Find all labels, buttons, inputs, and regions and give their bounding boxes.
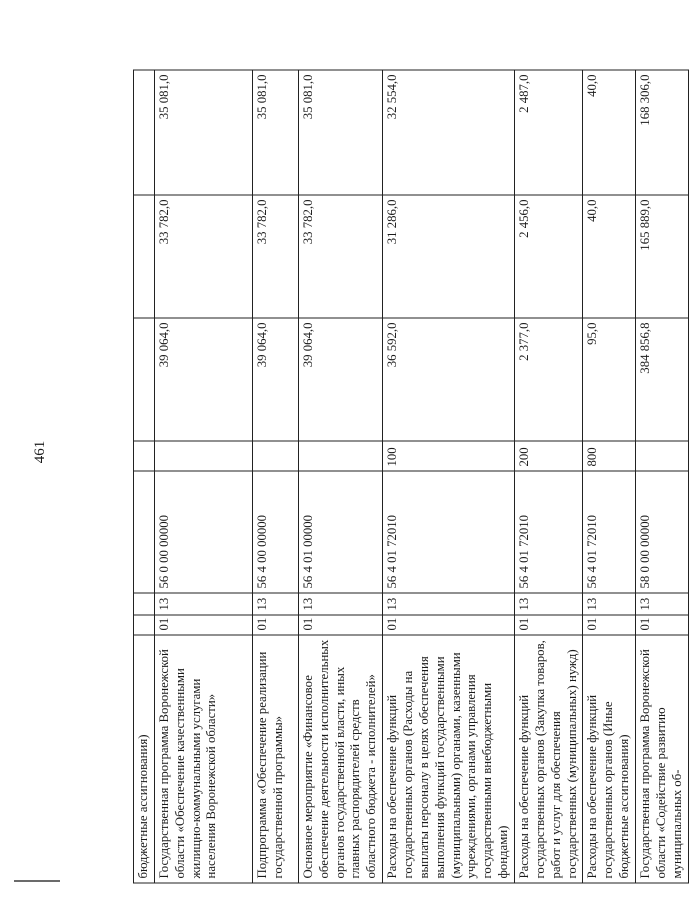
cell-sum-1: 2 377,0 [515,318,583,441]
cell-sum-1 [134,318,155,441]
cell-sum-3: 35 081,0 [298,70,382,195]
cell-sum-1: 36 592,0 [383,318,515,441]
cell-sum-1: 39 064,0 [252,318,298,441]
cell-gp [134,615,155,635]
cell-gp: 01 [252,615,298,635]
cell-vr [154,441,252,471]
cell-rz: 13 [383,593,515,615]
cell-sum-1: 384 856,8 [636,318,689,441]
table-row [636,70,689,883]
cell-gp: 01 [515,615,583,635]
table-row [298,70,382,883]
cell-gp: 01 [298,615,382,635]
page-number: 461 [32,440,48,464]
table-row [154,70,252,883]
budget-table [133,70,689,884]
budget-table-body [134,70,689,883]
cell-name: Расходы на обеспечение функций государственных органов (Расходы на выплаты персоналу в целях обеспечения выполнения функций государственными (муниципальными) органами, казенными учреждениями, органами управления государственными внебюджетными фондами) [383,635,515,883]
cell-rz: 13 [636,593,689,615]
cell-sum-3: 168 306,0 [636,70,689,195]
cell-sum-3: 35 081,0 [252,70,298,195]
cell-vr [298,441,382,471]
cell-name: Основное мероприятие «Финансовое обеспечение деятельности исполнительных органов государственной власти, иных главных распорядителей средств областного бюджета - исполнителей» [298,635,382,883]
cell-sum-2: 40,0 [583,195,636,318]
cell-vr: 100 [383,441,515,471]
cell-rz: 13 [154,593,252,615]
cell-csr [134,471,155,593]
cell-sum-2: 33 782,0 [154,195,252,318]
cell-vr [134,441,155,471]
cell-sum-3: 32 554,0 [383,70,515,195]
cell-csr: 56 0 00 00000 [154,471,252,593]
table-row [252,70,298,883]
cell-sum-1: 39 064,0 [154,318,252,441]
cell-sum-2: 31 286,0 [383,195,515,318]
cell-csr: 56 4 01 00000 [298,471,382,593]
cell-sum-2: 165 889,0 [636,195,689,318]
cell-gp: 01 [383,615,515,635]
cell-csr: 56 4 01 72010 [383,471,515,593]
cell-gp: 01 [583,615,636,635]
cell-csr: 56 4 01 72010 [583,471,636,593]
table-row [515,70,583,883]
cell-sum-3 [134,70,155,195]
cell-name: Расходы на обеспечение функций государственных органов (Иные бюджетные ассигнования) [583,635,636,883]
cell-gp: 01 [636,615,689,635]
table-row [583,70,636,883]
cell-sum-3: 35 081,0 [154,70,252,195]
cell-sum-1: 95,0 [583,318,636,441]
cell-name: Государственная программа Воронежской области «Обеспечение качественными жилищно-коммунальными услугами населения Воронежской области» [154,635,252,883]
cell-sum-2: 33 782,0 [298,195,382,318]
cell-name: Подпрограмма «Обеспечение реализации государственной программы» [252,635,298,883]
cell-csr: 56 4 00 00000 [252,471,298,593]
cell-rz: 13 [515,593,583,615]
cell-rz [134,593,155,615]
budget-table-rotated [133,71,684,884]
cell-rz: 13 [298,593,382,615]
cell-gp: 01 [154,615,252,635]
cell-sum-3: 2 487,0 [515,70,583,195]
scan-edge-mark [14,880,60,882]
table-row [383,70,515,883]
cell-sum-2: 2 456,0 [515,195,583,318]
cell-name: бюджетные ассигнования) [134,635,155,883]
cell-rz: 13 [252,593,298,615]
cell-csr: 56 4 01 72010 [515,471,583,593]
cell-sum-2: 33 782,0 [252,195,298,318]
cell-vr: 800 [583,441,636,471]
cell-vr: 200 [515,441,583,471]
table-row [134,70,155,883]
cell-vr [636,441,689,471]
cell-sum-3: 40,0 [583,70,636,195]
cell-name: Расходы на обеспечение функций государственных органов (Закупка товаров, работ и услуг для обеспечения государственных (муниципальных) нужд) [515,635,583,883]
cell-sum-1: 39 064,0 [298,318,382,441]
cell-csr: 58 0 00 00000 [636,471,689,593]
cell-name: Государственная программа Воронежской области «Содействие развитию муниципальных об- [636,635,689,883]
cell-sum-2 [134,195,155,318]
cell-vr [252,441,298,471]
cell-rz: 13 [583,593,636,615]
